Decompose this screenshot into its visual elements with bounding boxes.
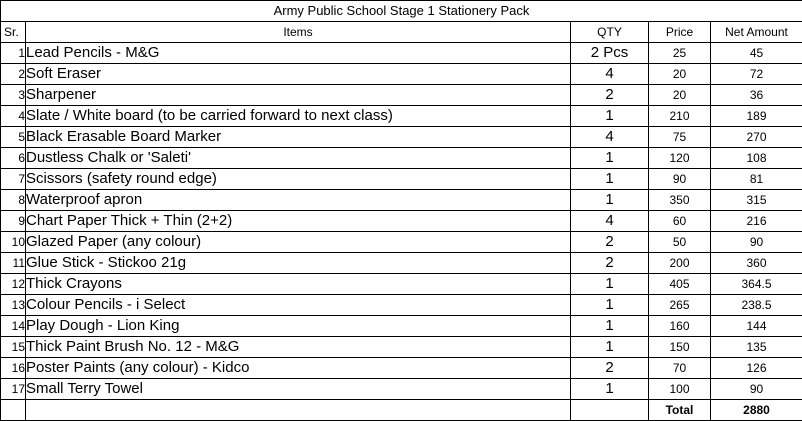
table-row: [1, 211, 802, 232]
net-amount-cell: 135: [711, 337, 802, 358]
net-amount-cell: 108: [711, 148, 802, 169]
item-cell: Small Terry Towel: [26, 379, 571, 400]
price-cell: 200: [649, 253, 711, 274]
item-cell: Sharpener: [26, 85, 571, 106]
table-row: [1, 148, 802, 169]
qty-cell: 2: [571, 85, 649, 106]
table-row: [1, 358, 802, 379]
item-cell: Dustless Chalk or 'Saleti': [26, 148, 571, 169]
qty-cell: 1: [571, 337, 649, 358]
item-cell: Slate / White board (to be carried forward to next class): [26, 106, 571, 127]
price-cell: 210: [649, 106, 711, 127]
sr-cell: 16: [1, 358, 26, 379]
price-cell: 120: [649, 148, 711, 169]
qty-cell: 1: [571, 169, 649, 190]
net-amount-cell: 270: [711, 127, 802, 148]
price-cell: 100: [649, 379, 711, 400]
net-amount-cell: 364.5: [711, 274, 802, 295]
item-cell: Poster Paints (any colour) - Kidco: [26, 358, 571, 379]
price-cell: 70: [649, 358, 711, 379]
price-cell: 90: [649, 169, 711, 190]
sr-cell: 5: [1, 127, 26, 148]
total-row: [1, 400, 802, 421]
table-row: [1, 274, 802, 295]
price-cell: 160: [649, 316, 711, 337]
sr-cell: 1: [1, 43, 26, 64]
header-net-amount: Net Amount: [711, 22, 802, 43]
net-amount-cell: 90: [711, 379, 802, 400]
qty-cell: 1: [571, 316, 649, 337]
net-amount-cell: 216: [711, 211, 802, 232]
net-amount-cell: 360: [711, 253, 802, 274]
price-cell: 350: [649, 190, 711, 211]
header-items: Items: [26, 22, 571, 43]
table-row: [1, 85, 802, 106]
item-cell: Play Dough - Lion King: [26, 316, 571, 337]
sr-cell: 3: [1, 85, 26, 106]
net-amount-cell: 315: [711, 190, 802, 211]
table-row: [1, 127, 802, 148]
qty-cell: 2 Pcs: [571, 43, 649, 64]
qty-cell: 1: [571, 274, 649, 295]
sr-cell: 14: [1, 316, 26, 337]
table-row: [1, 43, 802, 64]
net-amount-cell: 90: [711, 232, 802, 253]
table-row: [1, 379, 802, 400]
sr-cell: 7: [1, 169, 26, 190]
qty-cell: 1: [571, 106, 649, 127]
table-row: [1, 232, 802, 253]
item-cell: Glazed Paper (any colour): [26, 232, 571, 253]
sr-cell: 8: [1, 190, 26, 211]
price-cell: 75: [649, 127, 711, 148]
sr-cell: 6: [1, 148, 26, 169]
item-cell: Colour Pencils - i Select: [26, 295, 571, 316]
sr-cell: 17: [1, 379, 26, 400]
table-title: Army Public School Stage 1 Stationery Pack: [1, 1, 802, 22]
table-row: [1, 316, 802, 337]
qty-cell: 1: [571, 295, 649, 316]
sr-cell: 9: [1, 211, 26, 232]
sr-cell: 10: [1, 232, 26, 253]
net-amount-cell: 36: [711, 85, 802, 106]
sr-cell: 2: [1, 64, 26, 85]
header-qty: QTY: [571, 22, 649, 43]
table-row: [1, 106, 802, 127]
qty-cell: 4: [571, 127, 649, 148]
sr-cell: 15: [1, 337, 26, 358]
table-row: [1, 64, 802, 85]
item-cell: Lead Pencils - M&G: [26, 43, 571, 64]
table-row: [1, 337, 802, 358]
item-cell: Glue Stick - Stickoo 21g: [26, 253, 571, 274]
sr-cell: 11: [1, 253, 26, 274]
item-cell: Waterproof apron: [26, 190, 571, 211]
empty-cell: [26, 400, 571, 421]
header-price: Price: [649, 22, 711, 43]
price-cell: 20: [649, 64, 711, 85]
net-amount-cell: 45: [711, 43, 802, 64]
price-cell: 265: [649, 295, 711, 316]
table-row: [1, 169, 802, 190]
qty-cell: 1: [571, 379, 649, 400]
qty-cell: 4: [571, 211, 649, 232]
net-amount-cell: 126: [711, 358, 802, 379]
price-cell: 405: [649, 274, 711, 295]
net-amount-cell: 81: [711, 169, 802, 190]
qty-cell: 4: [571, 64, 649, 85]
net-amount-cell: 72: [711, 64, 802, 85]
net-amount-cell: 144: [711, 316, 802, 337]
sr-cell: 4: [1, 106, 26, 127]
price-cell: 60: [649, 211, 711, 232]
header-sr: Sr.: [1, 22, 26, 43]
price-cell: 50: [649, 232, 711, 253]
item-cell: Chart Paper Thick + Thin (2+2): [26, 211, 571, 232]
item-cell: Black Erasable Board Marker: [26, 127, 571, 148]
qty-cell: 2: [571, 253, 649, 274]
net-amount-cell: 238.5: [711, 295, 802, 316]
total-value: 2880: [711, 400, 802, 421]
qty-cell: 1: [571, 190, 649, 211]
price-cell: 20: [649, 85, 711, 106]
item-cell: Soft Eraser: [26, 64, 571, 85]
price-cell: 25: [649, 43, 711, 64]
header-row: [1, 22, 802, 43]
price-cell: 150: [649, 337, 711, 358]
sr-cell: 13: [1, 295, 26, 316]
empty-cell: [1, 400, 26, 421]
item-cell: Scissors (safety round edge): [26, 169, 571, 190]
table-row: [1, 295, 802, 316]
sr-cell: 12: [1, 274, 26, 295]
table-row: [1, 253, 802, 274]
table-row: [1, 190, 802, 211]
item-cell: Thick Crayons: [26, 274, 571, 295]
total-label: Total: [649, 400, 711, 421]
qty-cell: 2: [571, 232, 649, 253]
qty-cell: 2: [571, 358, 649, 379]
qty-cell: 1: [571, 148, 649, 169]
item-cell: Thick Paint Brush No. 12 - M&G: [26, 337, 571, 358]
net-amount-cell: 189: [711, 106, 802, 127]
title-row: [1, 1, 802, 22]
empty-cell: [571, 400, 649, 421]
